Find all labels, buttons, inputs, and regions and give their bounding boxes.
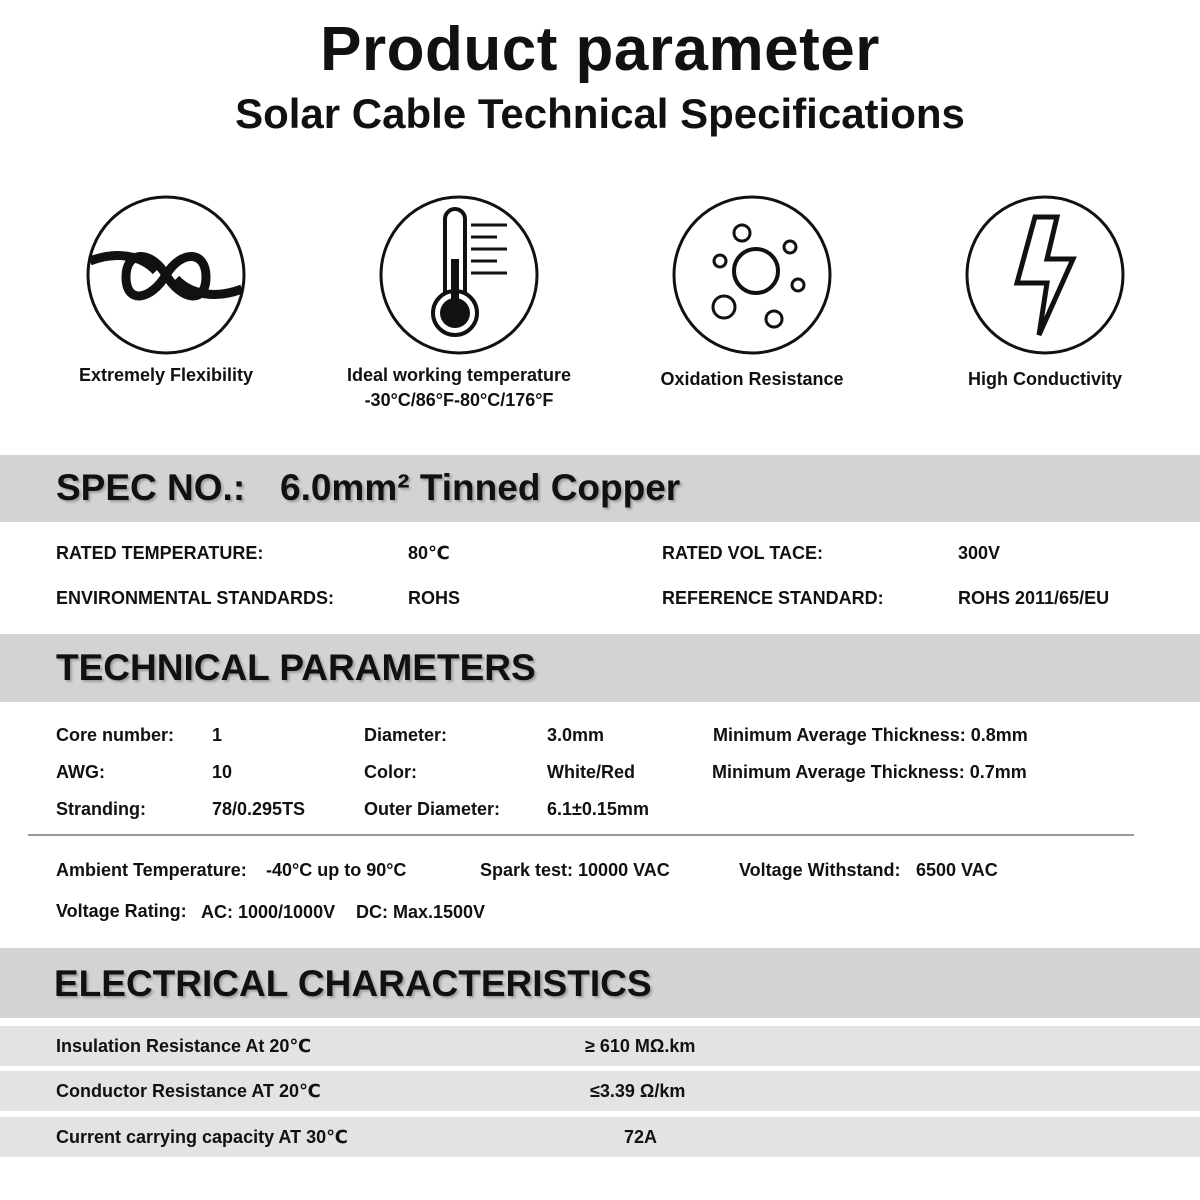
ambient-label: Ambient Temperature: bbox=[56, 860, 247, 880]
core-value: 1 bbox=[212, 725, 223, 745]
feature-label: Ideal working temperature bbox=[346, 365, 572, 385]
environmental-value: ROHS bbox=[408, 588, 461, 608]
feature-label: Oxidation Resistance bbox=[660, 369, 844, 389]
electrical-name: Current carrying capacity AT 30℃ bbox=[56, 1127, 348, 1147]
voltage-rating-label: Voltage Rating: bbox=[56, 901, 187, 921]
color-label: Color: bbox=[364, 762, 417, 782]
core-label: Core number: bbox=[56, 725, 175, 745]
ambient-value: -40°C up to 90°C bbox=[266, 860, 407, 880]
voltage-rating-dc: DC: Max.1500V bbox=[356, 902, 486, 922]
spec-heading-prefix: SPEC NO.: bbox=[56, 467, 246, 508]
outer-diameter-value: 6.1±0.15mm bbox=[547, 799, 649, 819]
spec-band bbox=[0, 455, 1200, 522]
electrical-name: Conductor Resistance AT 20℃ bbox=[56, 1081, 321, 1101]
feature-flexibility bbox=[16, 195, 316, 388]
feature-label: High Conductivity bbox=[968, 369, 1122, 389]
electrical-heading: ELECTRICAL CHARACTERISTICS bbox=[54, 963, 652, 1004]
oxidation-bubbles-icon bbox=[672, 195, 832, 355]
electrical-value: ≥ 610 MΩ.km bbox=[585, 1036, 696, 1056]
spec-heading-value: 6.0mm² Tinned Copper bbox=[280, 467, 681, 508]
spark-test: Spark test: 10000 VAC bbox=[480, 860, 670, 880]
withstand-label: Voltage Withstand: bbox=[739, 860, 901, 880]
feature-conductivity bbox=[895, 195, 1195, 392]
withstand-value: 6500 VAC bbox=[916, 860, 998, 880]
thickness-1: Minimum Average Thickness: 0.8mm bbox=[713, 725, 1028, 745]
page-subtitle: Solar Cable Technical Specifications bbox=[235, 90, 965, 137]
table-row bbox=[0, 1071, 1200, 1111]
reference-value: ROHS 2011/65/EU bbox=[958, 588, 1110, 608]
feature-temperature-range: -30°C/86°F-80°C/176°F bbox=[364, 390, 554, 410]
lightning-bolt-icon bbox=[965, 195, 1125, 355]
rated-voltage-value: 300V bbox=[958, 543, 1001, 563]
thermometer-icon bbox=[379, 195, 539, 355]
rated-temperature-value: 80℃ bbox=[408, 543, 450, 563]
technical-band bbox=[0, 634, 1200, 702]
stranding-value: 78/0.295TS bbox=[212, 799, 306, 819]
diameter-value: 3.0mm bbox=[547, 725, 605, 745]
environmental-label: ENVIRONMENTAL STANDARDS: bbox=[56, 588, 334, 608]
color-value: White/Red bbox=[547, 762, 635, 782]
diameter-label: Diameter: bbox=[364, 725, 448, 745]
section-divider bbox=[28, 834, 1134, 836]
voltage-rating-ac: AC: 1000/1000V bbox=[201, 902, 336, 922]
electrical-name: Insulation Resistance At 20℃ bbox=[56, 1036, 312, 1056]
awg-value: 10 bbox=[212, 762, 233, 782]
rated-temperature-label: RATED TEMPERATURE: bbox=[56, 543, 264, 563]
reference-label: REFERENCE STANDARD: bbox=[662, 588, 884, 608]
electrical-band bbox=[0, 948, 1200, 1018]
thickness-2: Minimum Average Thickness: 0.7mm bbox=[712, 762, 1027, 782]
stranding-label: Stranding: bbox=[56, 799, 146, 819]
technical-heading: TECHNICAL PARAMETERS bbox=[56, 647, 536, 688]
electrical-value: ≤3.39 Ω/km bbox=[590, 1081, 686, 1101]
feature-temperature bbox=[309, 195, 609, 413]
page-title: Product parameter bbox=[320, 15, 880, 84]
feature-oxidation bbox=[602, 195, 902, 392]
feature-label: Extremely Flexibility bbox=[78, 365, 254, 385]
outer-diameter-label: Outer Diameter: bbox=[364, 799, 501, 819]
table-row bbox=[0, 1117, 1200, 1157]
infinity-cable-icon bbox=[86, 195, 246, 355]
electrical-value: 72A bbox=[624, 1127, 658, 1147]
table-row bbox=[0, 1026, 1200, 1066]
rated-voltage-label: RATED VOL TACE: bbox=[662, 543, 823, 563]
awg-label: AWG: bbox=[56, 762, 105, 782]
